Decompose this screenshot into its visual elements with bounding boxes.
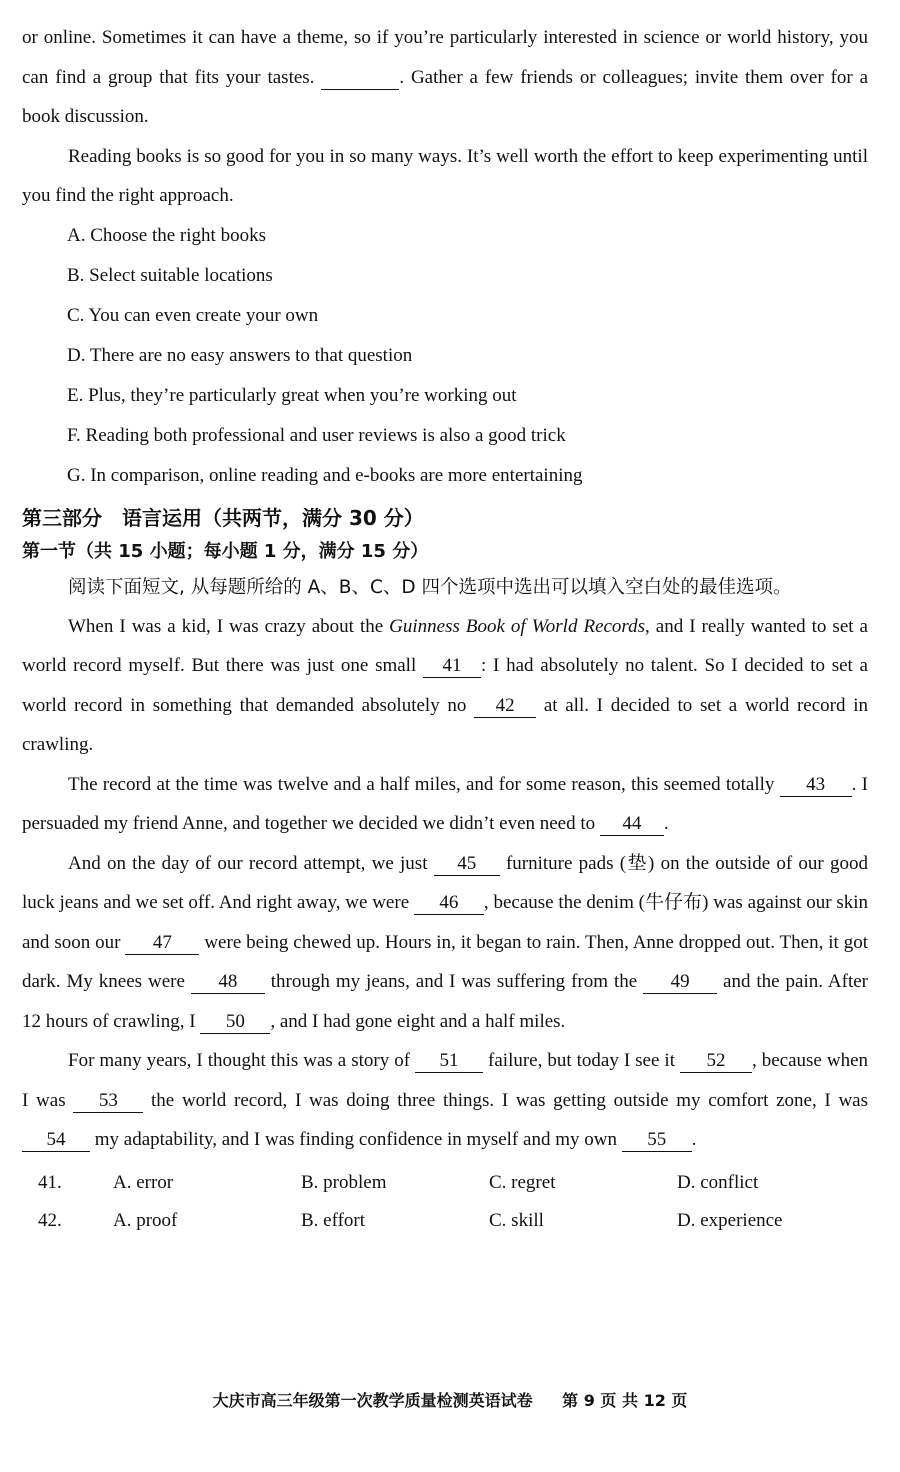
part-title: 第三部分 语言运用（共两节，满分 30 分） [22,505,424,530]
option-b: B. Select suitable locations [67,264,273,286]
choice-c[interactable]: C. skill [489,1209,544,1231]
blank-52[interactable]: 52 [680,1050,752,1073]
option-c: C. You can even create your own [67,304,319,326]
blank-45[interactable]: 45 [434,853,500,876]
blank-53[interactable]: 53 [73,1090,143,1113]
section-title: 第一节（共 15 小题；每小题 1 分，满分 15 分） [22,540,429,562]
exam-page [22,18,868,1240]
intro-paragraph [22,18,868,137]
blank-42[interactable]: 42 [474,695,536,718]
question-number: 41. [38,1171,62,1193]
instruction-text: 阅读下面短文, 从每题所给的 A、B、C、D 四个选项中选出可以填入空白处的最佳选项。 [68,576,792,598]
choice-a[interactable]: A. error [113,1171,174,1193]
choice-d[interactable]: D. conflict [677,1171,759,1193]
page-footer [0,1388,900,1411]
question-number: 42. [38,1209,62,1231]
choice-b[interactable]: B. effort [301,1209,366,1231]
choice-b[interactable]: B. problem [301,1171,387,1193]
intro-text: or online. Sometimes it can have a theme, so if you’re particularly interested in science or world history, you can find a group that fits your tastes. [22,27,868,88]
option-f: F. Reading both professional and user reviews is also a good trick [67,424,566,446]
question-41 [22,1164,868,1202]
cloze-paragraph-3: And on the day of our record attempt, we just 45 furniture pads (垫) on the outside of our good luck jeans and we set off. And right away, we were 46 , because the denim (牛仔布) was against our skin and soon our 47 were being chewed up. Hours in, it began to rain. Then, Anne dropped out. Then, it got dark. My knees were 48 through my jeans, and I was suffering from the 49 and the pain. After 12 hours of crawling, I 50 , and I had gone eight and a half miles. [22,852,869,1032]
question-options [22,1164,868,1240]
choice-d[interactable]: D. experience [677,1209,783,1231]
blank-55[interactable]: 55 [622,1129,692,1152]
option-d: D. There are no easy answers to that question [67,344,413,366]
option-e: E. Plus, they’re particularly great when you’re working out [67,384,517,406]
blank-49[interactable]: 49 [643,971,717,994]
reading-paragraph: Reading books is so good for you in so many ways. It’s well worth the effort to keep experimenting until you find the right approach. [22,145,868,206]
answer-blank[interactable] [321,67,399,90]
exam-title: 大庆市高三年级第一次教学质量检测英语试卷 [212,1391,533,1410]
blank-46[interactable]: 46 [414,892,484,915]
blank-43[interactable]: 43 [780,774,852,797]
blank-44[interactable]: 44 [600,813,664,836]
blank-50[interactable]: 50 [200,1011,270,1034]
blank-41[interactable]: 41 [423,655,481,678]
blank-51[interactable]: 51 [415,1050,483,1073]
option-a: A. Choose the right books [67,224,266,246]
blank-54[interactable]: 54 [22,1129,90,1152]
choice-c[interactable]: C. regret [489,1171,556,1193]
cloze-paragraph-1: When I was a kid, I was crazy about the Guinness Book of World Records, and I really wanted to set a world record myself. But there was just one small 41 : I had absolutely no talent. So I decided to set a world record in something that demanded absolutely no 42 at all. I decided to set a world record in crawling. [22,615,868,755]
page-number: 第 9 页 共 12 页 [562,1391,688,1410]
intro-text-after: . Gather a few friends or colleagues; invite them over for a book discussion. [22,66,868,127]
options-list [22,216,868,496]
book-title: Guinness Book of World Records [389,615,646,637]
choice-a[interactable]: A. proof [113,1209,178,1231]
blank-47[interactable]: 47 [125,932,199,955]
option-g: G. In comparison, online reading and e-books are more entertaining [67,464,583,486]
blank-48[interactable]: 48 [191,971,265,994]
question-42 [22,1202,868,1240]
cloze-paragraph-2: The record at the time was twelve and a half miles, and for some reason, this seemed totally 43 . I persuaded my friend Anne, and together we decided we didn’t even need to 44 . [22,773,868,834]
cloze-paragraph-4: For many years, I thought this was a story of 51 failure, but today I see it 52 , because when I was 53 the world record, I was doing three things. I was getting outside my comfort zone, I was 54 my adaptability, and I was finding confidence in myself and my own 55 . [22,1050,869,1150]
